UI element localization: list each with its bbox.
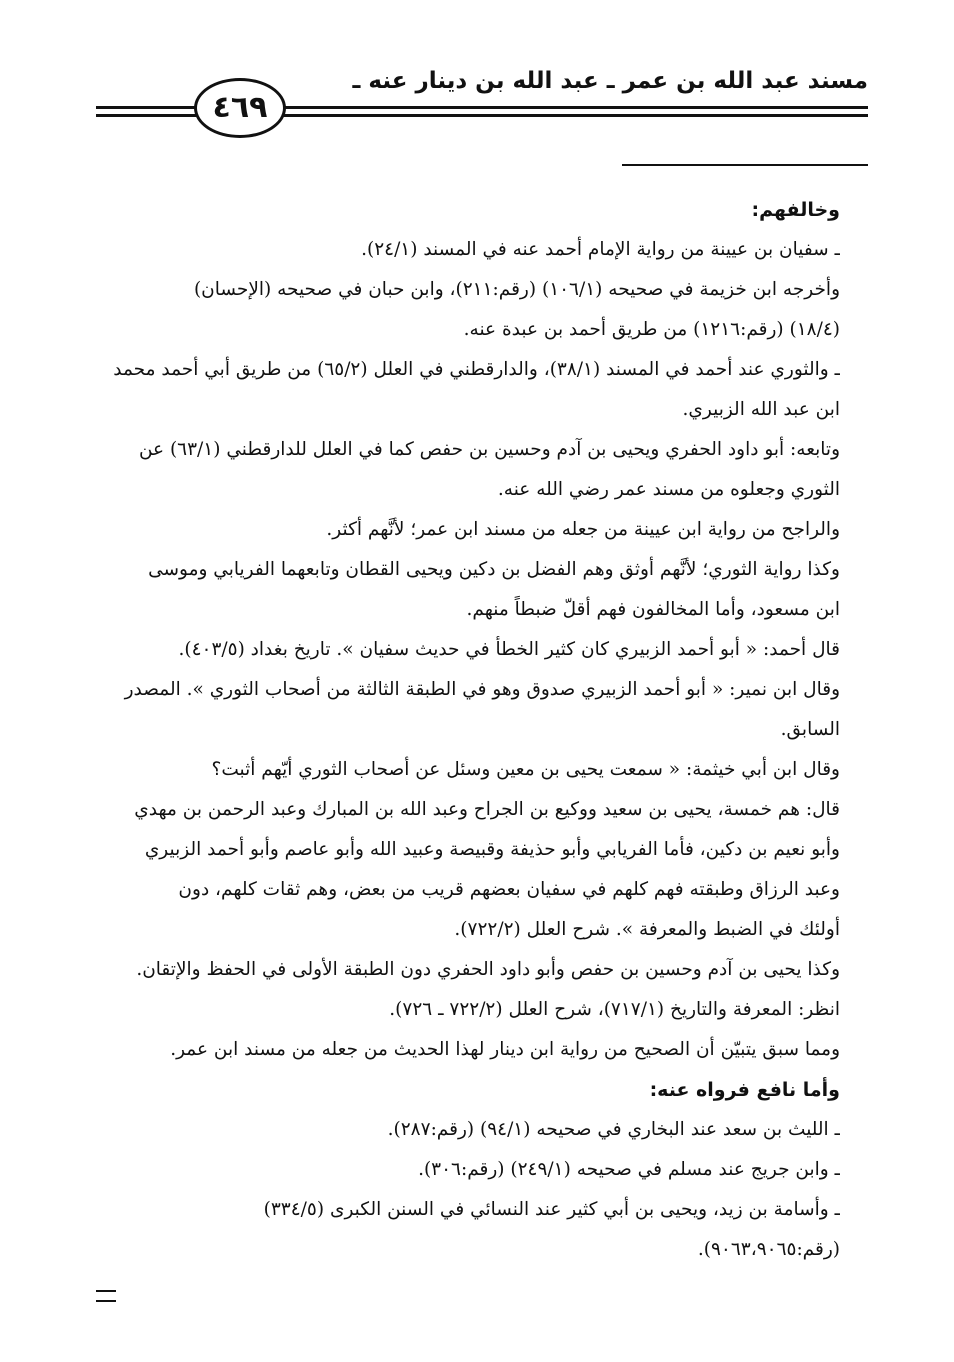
text-line: السابق. (780, 719, 840, 740)
text-line: انظر: المعرفة والتاريخ (٧١٧/١)، شرح العلل (٧٢٢/٢ ـ ٧٢٦). (389, 999, 840, 1020)
text-line: قال: هم خمسة، يحيى بن سعيد ووكيع بن الجراح وعبد الله بن المبارك وعبد الرحمن بن مهدي (134, 799, 840, 820)
continuation-mark (96, 1290, 116, 1302)
text-line: أولئك في الضبط والمعرفة ». شرح العلل (٧٢٢/٢). (454, 919, 840, 940)
text-line: (١٨/٤) (رقم:١٢١٦) من طريق أحمد بن عبدة عنه. (463, 319, 840, 340)
text-line: ابن عبد الله الزبيري. (682, 399, 840, 420)
text-line: ـ والثوري عند أحمد في المسند (٣٨/١)، والدارقطني في العلل (٦٥/٢) من طريق أبي أحمد محمد (113, 359, 840, 380)
heading-opponents: وخالفهم: (751, 199, 840, 221)
heading-nafi: وأما نافع فرواه عنه: (649, 1079, 840, 1101)
text-line: الثوري وجعلوه من مسند عمر رضي الله عنه. (497, 479, 840, 500)
page-body (106, 190, 840, 1270)
text-line: ـ وأسامة بن زيد، ويحيى بن أبي كثير عند النسائي في السنن الكبرى (٣٣٤/٥) (263, 1199, 840, 1220)
text-line: وقال ابن أبي خيثمة: « سمعت يحيى بن معين وسئل عن أصحاب الثوري أيّهم أثبت؟ (211, 759, 840, 780)
text-line: وقال ابن نمير: « أبو أحمد الزبيري صدوق وهو في الطبقة الثالثة من أصحاب الثوري ». المصدر (124, 679, 840, 700)
text-line: وتابعه: أبو داود الحفري ويحيى بن آدم وحسين بن حفص كما في العلل للدارقطني (٦٣/١) عن (138, 439, 840, 460)
running-title: مسند عبد الله بن عمر ـ عبد الله بن دينار عنه ـ (352, 68, 868, 94)
text-line: قال أحمد: « أبو أحمد الزبيري كان كثير الخطأ في حديث سفيان ». تاريخ بغداد (٤٠٣/٥). (178, 639, 840, 660)
page-number: ٤٦٩ (194, 78, 286, 138)
text-line: ـ سفيان بن عيينة من رواية الإمام أحمد عنه في المسند (٢٤/١). (361, 239, 840, 260)
text-line: (رقم:٩٠٦٣،٩٠٦٥). (697, 1239, 840, 1260)
footnote-divider (622, 164, 868, 166)
text-line: ـ الليث بن سعد عند البخاري في صحيحه (٩٤/١) (رقم:٢٨٧). (387, 1119, 840, 1140)
text-line: ـ وابن جريج عند مسلم في صحيحه (٢٤٩/١) (رقم:٣٠٦). (418, 1159, 840, 1180)
text-line: ومما سبق يتبيّن أن الصحيح من رواية ابن دينار لهذا الحديث من جعله من مسند ابن عمر. (170, 1039, 840, 1060)
text-line: وعبد الرزاق وطبقته فهم كلهم في سفيان بعضهم قريب من بعض، وهم ثقات كلهم، دون (178, 879, 840, 900)
text-line: وأبو نعيم بن دكين، فأما الفريابي وأبو حذيفة وقبيصة وعبيد الله وأبو عاصم وأبو أحمد الزبيري (144, 839, 840, 860)
text-line: وأخرجه ابن خزيمة في صحيحه (١٠٦/١) (رقم:٢١١)، وابن حبان في صحيحه (الإحسان) (193, 279, 840, 300)
page-header (96, 62, 868, 132)
text-line: ابن مسعود، وأما المخالفون فهم أقلّ ضبطاً منهم. (466, 599, 840, 620)
text-line: وكذا رواية الثوري؛ لأنَّهم أوثق وهم الفضل بن دكين ويحيى القطان وتابعهما الفريابي وموسى (148, 559, 840, 580)
text-line: وكذا يحيى بن آدم وحسين بن حفص وأبو داود الحفري دون الطبقة الأولى في الحفظ والإتقان. (136, 959, 840, 980)
text-line: والراجح من رواية ابن عيينة من جعله من مسند ابن عمر؛ لأنَّهم أكثر. (326, 519, 840, 540)
